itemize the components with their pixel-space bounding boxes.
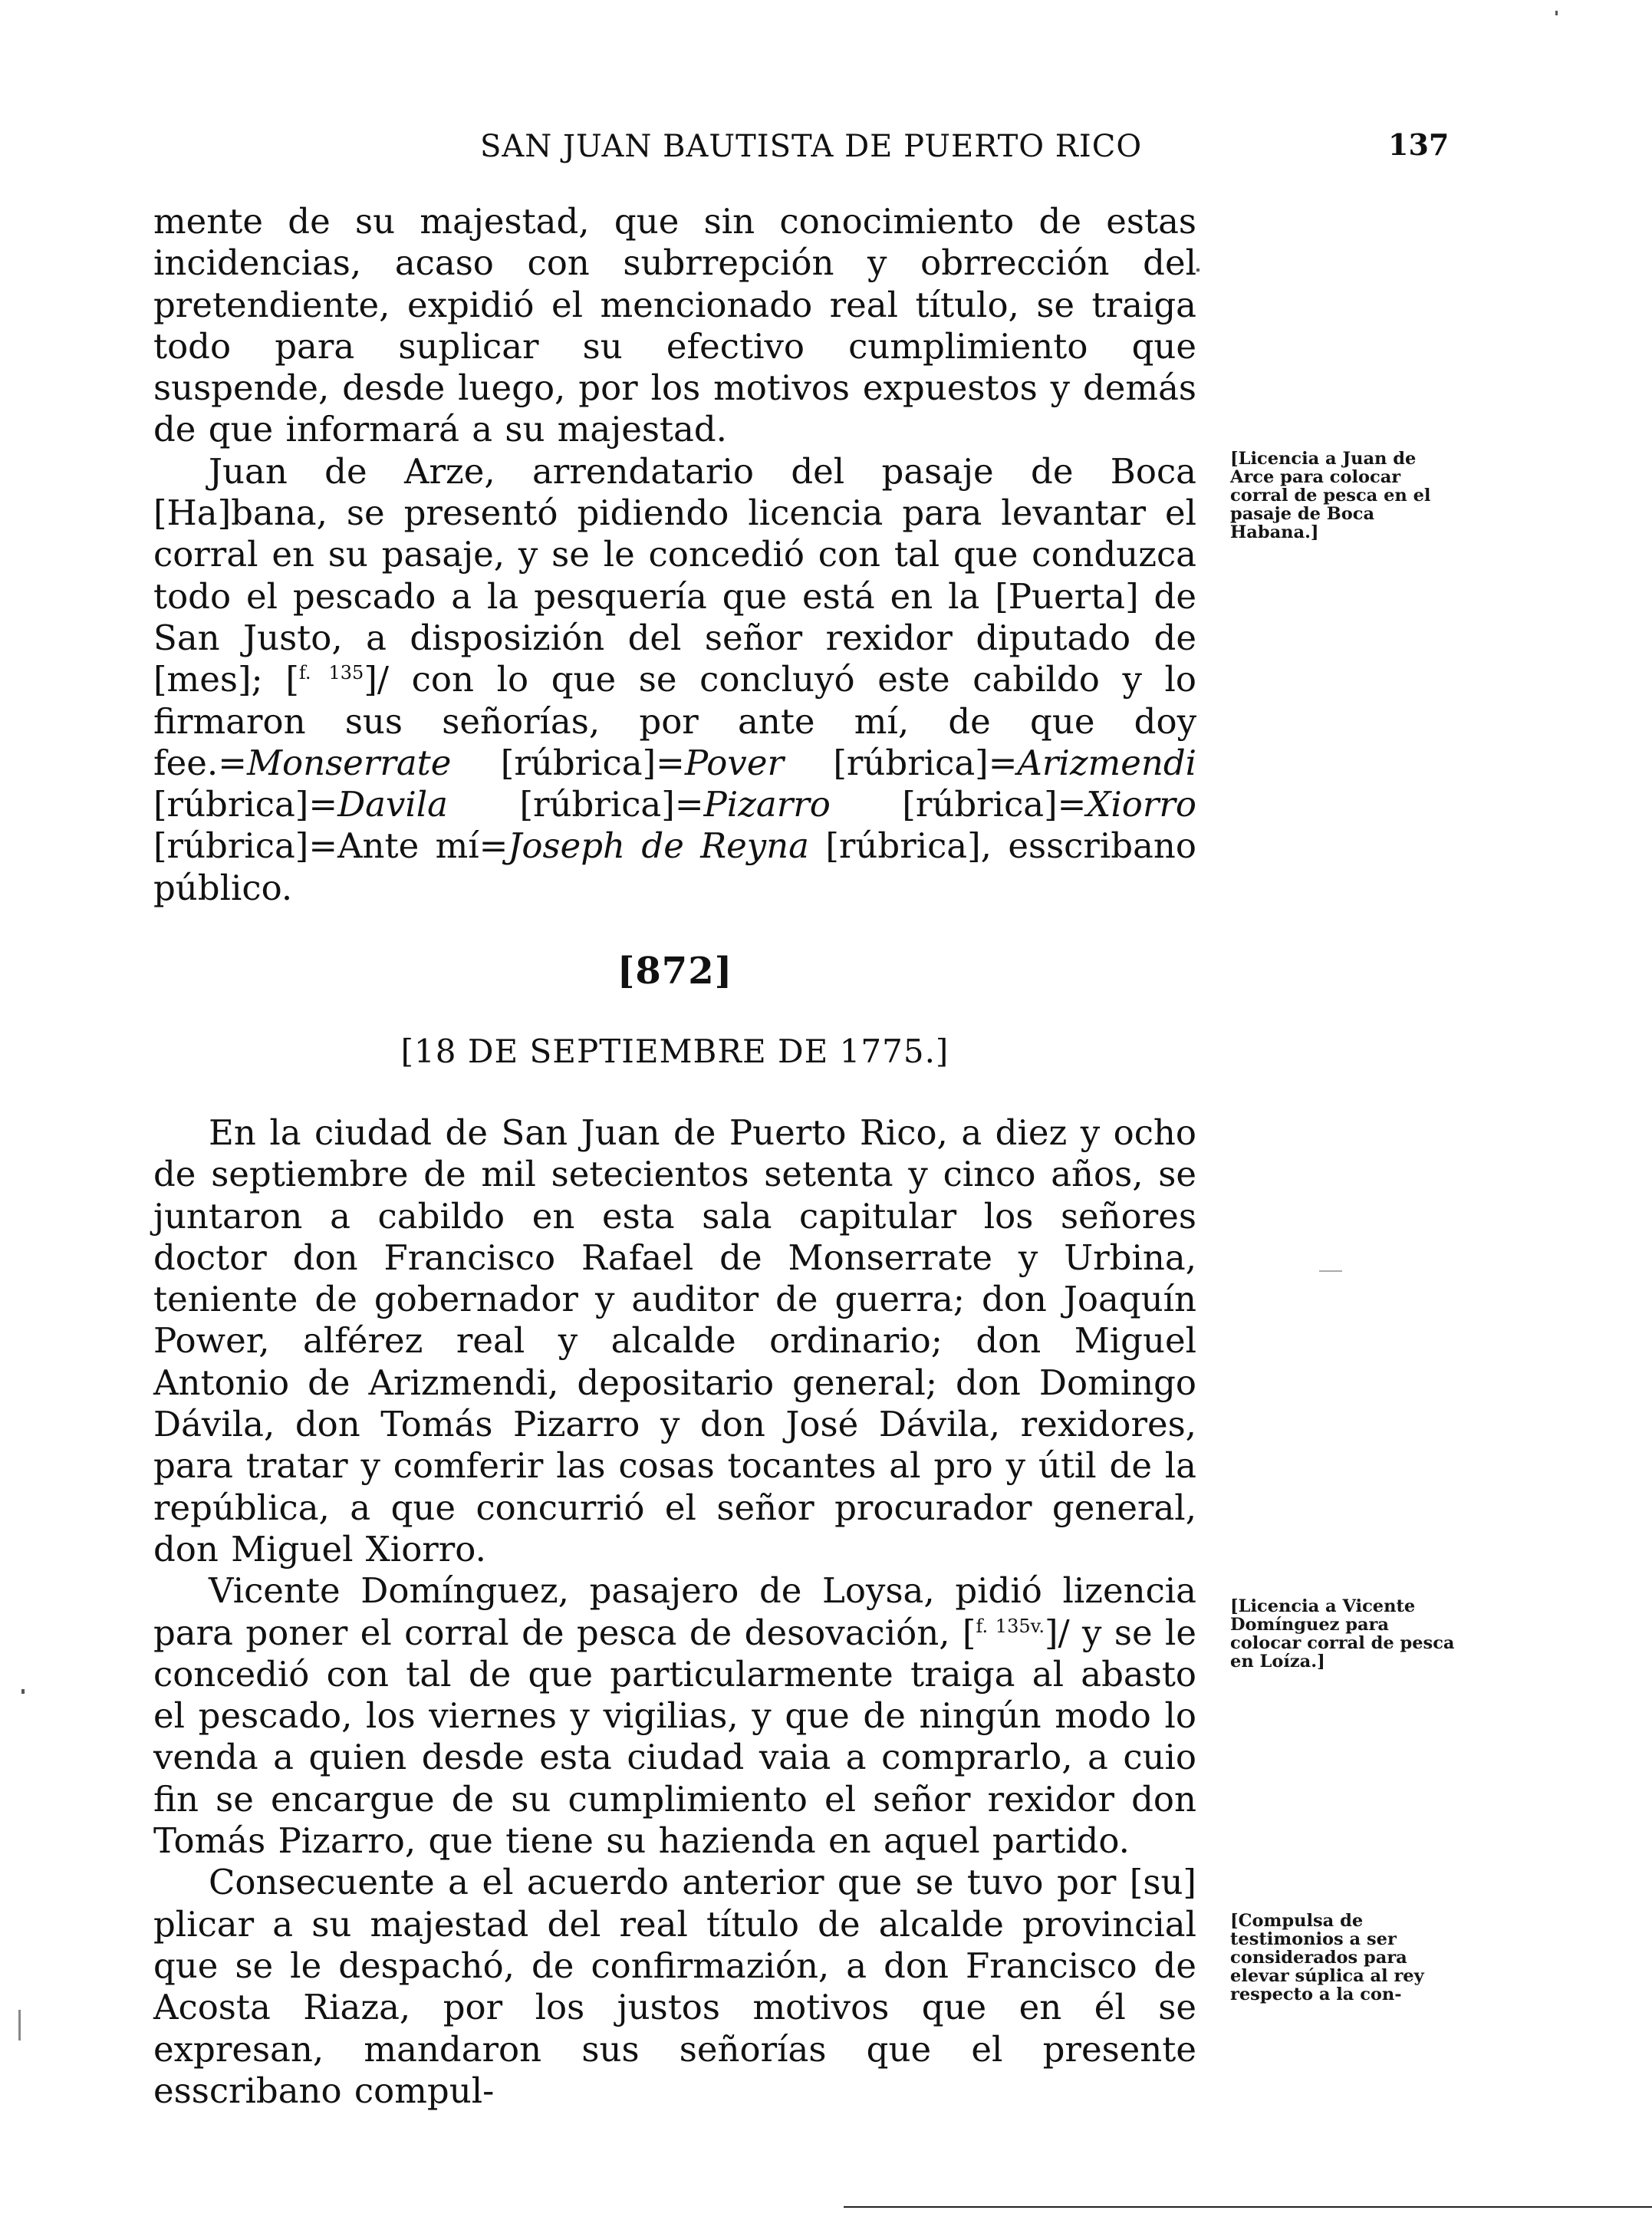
paragraph-vicente-dominguez [153, 1570, 1196, 1862]
scan-speck [21, 1689, 25, 1694]
paragraph-continuation: mente de su majestad, que sin conocimiento de estas incidencias, acaso con subrrepción y obrrección del pretendiente, expidió el mencionado real título, se traiga todo para suplicar su efectivo cumplimiento que suspende, desde luego, por los motivos expuestos y demás de que informará a su majestad. [153, 201, 1196, 450]
paragraph-text-after: ]/ con lo que se concluyó este cabildo y lo firmaron sus señorías, por ante mí, de que doy fee.= [153, 659, 1196, 783]
paragraph-text: Vicente Domínguez, pasajero de Loysa, pidió lizencia para poner el corral de pesca de desovación, [ [153, 1570, 1196, 1653]
scan-speck [1319, 1270, 1342, 1272]
document-date: [18 DE SEPTIEMBRE DE 1775.] [400, 1033, 949, 1070]
rubrica: [rúbrica]= [448, 784, 704, 825]
page-number: 137 [1388, 127, 1450, 162]
scan-speck [1196, 268, 1200, 272]
scan-speck [18, 2010, 21, 2040]
margin-note-licencia-juan-de-arce: [Licencia a Juan de Arce para colocar corral de pesca en el pasaje de Boca Habana.] [1230, 449, 1431, 542]
signature-xiorro: Xiorro [1086, 784, 1197, 825]
closing-text: [rúbrica], esscribano público. [153, 825, 1196, 908]
rubrica: [rúbrica]= [153, 784, 338, 825]
margin-note-compulsa-testimonios: [Compulsa de testimonios a ser considerados para elevar súplica al rey respecto a la con- [1230, 1911, 1424, 2004]
running-title: SAN JUAN BAUTISTA DE PUERTO RICO [480, 129, 1143, 164]
scan-speck [1555, 11, 1558, 15]
signature-monserrate: Monserrate [246, 742, 452, 783]
paragraph-opening: En la ciudad de San Juan de Puerto Rico, a diez y ocho de septiembre de mil setecientos setenta y cinco años, se juntaron a cabildo en esta sala capitular los señores doctor don Francisco Rafael de Monserrate y Urbina, teniente de gobernador y auditor de guerra; don Joaquín Power, alférez real y alcalde ordinario; don Miguel Antonio de Arizmendi, depositario general; don Domingo Dávila, don Tomás Pizarro y don José Dávila, rexidores, para tratar y comferir las cosas tocantes al pro y útil de la república, a que concurrió el señor procurador general, don Miguel Xiorro. [153, 1112, 1196, 1569]
folio-mark: f. 135v. [976, 1615, 1045, 1637]
signature-pizarro: Pizarro [703, 784, 831, 825]
rubrica: [rúbrica]= [783, 742, 1018, 783]
signature-davila: Davila [337, 784, 449, 825]
document-number: [872] [617, 950, 733, 993]
page-header [0, 129, 1652, 175]
signature-pover: Pover [684, 742, 784, 783]
signature-joseph-de-reyna: Joseph de Reyna [508, 825, 809, 867]
section-1-text [153, 201, 1196, 909]
paragraph-juan-de-arze [153, 451, 1196, 909]
folio-mark: f. 135 [298, 662, 364, 684]
margin-note-licencia-vicente-dominguez: [Licencia a Vicente Domínguez para colocar corral de pesca en Loíza.] [1230, 1596, 1455, 1672]
page-bottom-rule [844, 2206, 1652, 2208]
paragraph-text: Juan de Arze, arrendatario del pasaje de Boca [Ha]bana, se presentó pidiendo licencia para levantar el corral en su pasaje, y se le concedió con tal que conduzca todo el pescado a la pesquería que está en la [Puerta] de San Justo, a disposizión del señor rexidor diputado de [mes]; [ [153, 450, 1196, 700]
rubrica: [rúbrica]= [451, 742, 685, 783]
rubrica: [rúbrica]= [830, 784, 1087, 825]
rubrica: [rúbrica]=Ante mí= [153, 825, 508, 867]
signature-arizmendi: Arizmendi [1017, 742, 1197, 783]
paragraph-consecuente: Consecuente a el acuerdo anterior que se tuvo por [su] plicar a su majestad del real título de alcalde provincial que se le despachó, de confirmazión, a don Francisco de Acosta Riaza, por los justos motivos que en él se expresan, mandaron sus señorías que el presente esscribano compul- [153, 1862, 1196, 2111]
paragraph-text-after: ]/ y se le concedió con tal de que particularmente traiga al abasto el pescado, los viernes y vigilias, y que de ningún modo lo venda a quien desde esta ciudad vaia a comprarlo, a cuio fin se encargue de su cumplimiento el señor rexidor don Tomás Pizarro, que tiene su hazienda en aquel partido. [153, 1612, 1196, 1862]
section-2-text [153, 1112, 1196, 2112]
